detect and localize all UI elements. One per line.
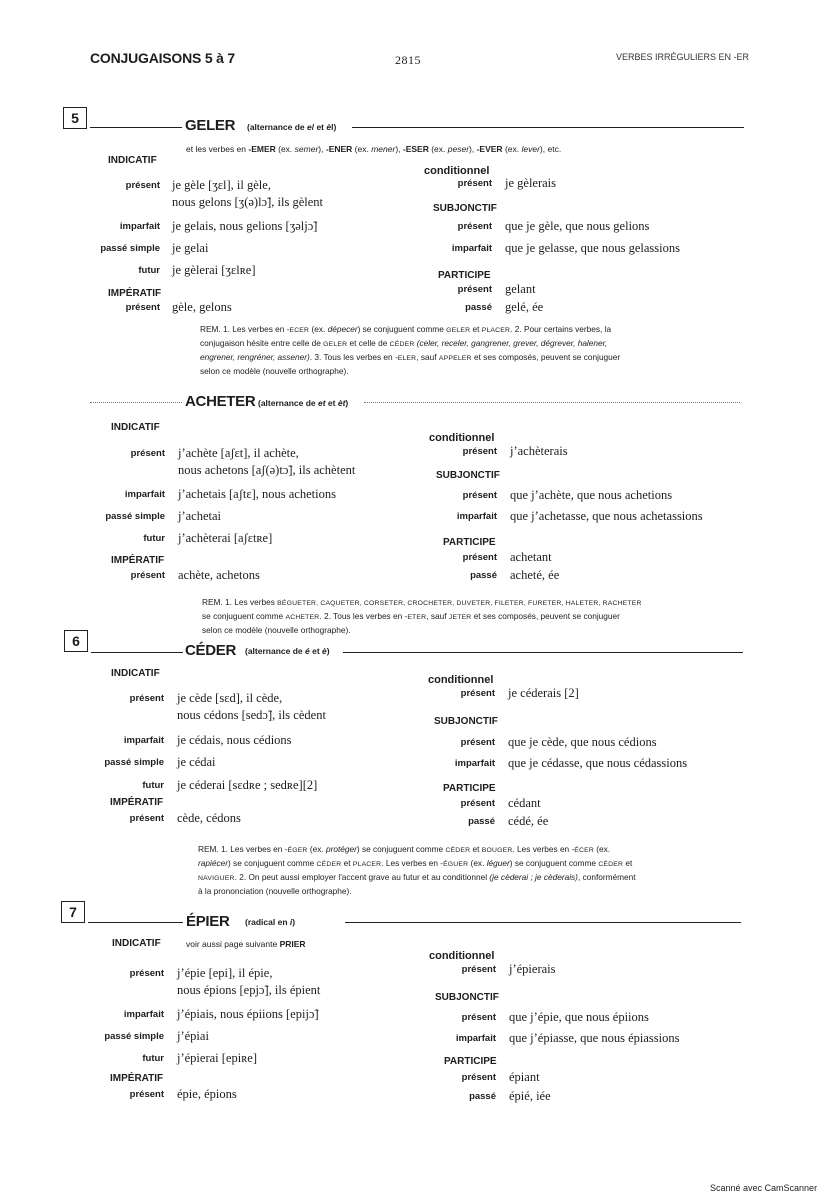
ind-futur-label: futur: [142, 780, 164, 791]
section-dotted-rule-left: [90, 402, 182, 403]
conditionnel-heading: conditionnel: [424, 165, 490, 177]
part-passe: acheté, ée: [510, 568, 560, 582]
ind-futur-label: futur: [142, 1053, 164, 1064]
ind-present-label: présent: [129, 693, 164, 704]
subj-present-label: présent: [462, 490, 497, 501]
page-header-right: VERBES IRRÉGULIERS EN -ER: [616, 52, 750, 62]
ind-passe-simple: je cédai: [177, 755, 216, 769]
part-passe: gelé, ée: [505, 300, 544, 314]
ind-passe-simple-label: passé simple: [104, 757, 164, 768]
subj-imparfait-label: imparfait: [451, 243, 492, 254]
participe-heading: PARTICIPE: [443, 537, 496, 548]
section-number: 6: [64, 630, 88, 652]
part-present: épiant: [509, 1070, 540, 1084]
conditionnel-heading: conditionnel: [429, 950, 495, 962]
ind-present-line2: nous gelons [ʒ(ə)lɔ̃], ils gèlent: [172, 195, 323, 209]
ind-present-line1: je gèle [ʒɛl], il gèle,: [172, 178, 271, 192]
ind-futur: j’épierai [epiʀe]: [177, 1051, 258, 1065]
subj-present: que je gèle, que nous gelions: [505, 219, 650, 233]
ind-present-line1: j’achète [aʃɛt], il achète,: [178, 446, 299, 460]
verb-note: voir aussi page suivante PRIER: [186, 939, 306, 949]
ind-passe-simple-label: passé simple: [100, 243, 160, 254]
ind-imparfait: je cédais, nous cédions: [177, 733, 292, 747]
section-rule-right: [352, 127, 744, 128]
part-passe-label: passé: [465, 302, 492, 313]
verb-title: ÉPIER: [186, 913, 230, 930]
ind-futur-label: futur: [138, 265, 160, 276]
scanner-watermark: Scanné avec CamScanner: [710, 1183, 818, 1193]
ind-present-line2: nous cédons [sedɔ̃], ils cèdent: [177, 708, 326, 722]
section-rule-right: [343, 652, 743, 653]
verb-title: CÉDER: [185, 642, 237, 659]
section-dotted-rule-right: [364, 402, 740, 403]
ind-futur: je céderai [sɛdʀe ; sedʀe][2]: [177, 778, 318, 792]
cond-present-label: présent: [461, 964, 496, 975]
subj-present: que j’achète, que nous achetions: [510, 488, 673, 502]
subjonctif-heading: SUBJONCTIF: [433, 203, 497, 214]
part-present-label: présent: [457, 284, 492, 295]
subj-present-label: présent: [461, 1012, 496, 1023]
imp-present-label: présent: [125, 302, 160, 313]
ind-passe-simple: j’épiai: [177, 1029, 209, 1043]
cond-present-label: présent: [457, 178, 492, 189]
verb-alternance: (radical en i): [245, 917, 296, 927]
ind-futur: je gèlerai [ʒɛlʀe]: [172, 263, 256, 277]
indicatif-heading: INDICATIF: [108, 155, 157, 166]
ind-imparfait: j’épiais, nous épiions [epijɔ̃]: [177, 1007, 319, 1021]
ind-present-label: présent: [125, 180, 160, 191]
subj-present: que je cède, que nous cédions: [508, 735, 657, 749]
conditionnel-heading: conditionnel: [429, 432, 495, 444]
subjonctif-heading: SUBJONCTIF: [436, 470, 500, 481]
participe-heading: PARTICIPE: [443, 783, 496, 794]
subj-imparfait: que je gelasse, que nous gelassions: [505, 241, 680, 255]
cond-present: je céderais [2]: [508, 686, 579, 700]
cond-present: j’épierais: [509, 962, 556, 976]
section-rule-left: [90, 127, 182, 128]
part-present-label: présent: [462, 552, 497, 563]
participe-heading: PARTICIPE: [438, 270, 491, 281]
part-passe: cédé, ée: [508, 814, 549, 828]
ind-passe-simple: j’achetai: [178, 509, 222, 523]
verb-alternance: (alternance de et et èt): [258, 398, 349, 408]
imp-present-label: présent: [130, 570, 165, 581]
section-rule-left: [91, 652, 183, 653]
subj-present-label: présent: [460, 737, 495, 748]
section-number: 7: [61, 901, 85, 923]
ind-passe-simple-label: passé simple: [105, 511, 165, 522]
remark: REM. 1. Les verbes en -ÉGER (ex. protéger) se conjuguent comme CÉDER et BOUGER. Les verbes en -ÉCER (ex. rapiécer) se conjuguent comme CÉDER et PLACER. Les verbes en -ÉGUER (ex. léguer) se conjuguent comme CÉDER et NAVIGUER. 2. On peut aussi employer l'accent grave au futur et au conditionnel (je cèderai ; je cèderais), conformément à la prononciation (nouvelle orthographe).: [198, 844, 636, 896]
ind-futur: j’achèterai [aʃɛtʀe]: [178, 531, 273, 545]
ind-present-label: présent: [130, 448, 165, 459]
cond-present-label: présent: [462, 446, 497, 457]
ind-imparfait-label: imparfait: [123, 1009, 164, 1020]
ind-present-line2: nous achetons [aʃ(ə)tɔ̃], ils achètent: [178, 463, 356, 477]
verb-title: ACHETER: [185, 393, 256, 410]
imp-present: gèle, gelons: [172, 300, 232, 314]
verb-alternance: (alternance de é et è): [245, 646, 330, 656]
verb-title: GELER: [185, 117, 236, 134]
participe-heading: PARTICIPE: [444, 1056, 497, 1067]
part-present: achetant: [510, 550, 552, 564]
verb-note: et les verbes en -EMER (ex. semer), -ENER (ex. mener), -ESER (ex. peser), -EVER (ex. lever), etc.: [186, 144, 562, 154]
imp-present: épie, épions: [177, 1087, 237, 1101]
remark: REM. 1. Les verbes BÉGUETER, CAQUETER, CORSETER, CROCHETER, DUVETER, FILETER, FURETER, HALETER, RACHETER se conjuguent comme ACHETER. 2. Tous les verbes en -ETER, sauf JETER et ses composés, peuvent se conjuguer selon ce modèle (nouvelle orthographe).: [202, 597, 642, 635]
imp-present: cède, cédons: [177, 811, 241, 825]
subj-imparfait-label: imparfait: [455, 1033, 496, 1044]
section-rule-left: [88, 922, 183, 923]
ind-present-line1: je cède [sɛd], il cède,: [177, 691, 283, 705]
section-number: 5: [63, 107, 87, 129]
subj-present-label: présent: [457, 221, 492, 232]
ind-present-label: présent: [129, 968, 164, 979]
ind-imparfait-label: imparfait: [119, 221, 160, 232]
page-number: 2815: [395, 53, 421, 67]
ind-passe-simple-label: passé simple: [104, 1031, 164, 1042]
ind-futur-label: futur: [143, 533, 165, 544]
imp-present-label: présent: [129, 813, 164, 824]
cond-present: je gèlerais: [505, 176, 557, 190]
imperatif-heading: IMPÉRATIF: [111, 555, 165, 566]
imp-present: achète, achetons: [178, 568, 260, 582]
imp-present-label: présent: [129, 1089, 164, 1100]
section-rule-right: [345, 922, 741, 923]
ind-present-line2: nous épions [epjɔ̃], ils épient: [177, 983, 321, 997]
indicatif-heading: INDICATIF: [112, 938, 161, 949]
indicatif-heading: INDICATIF: [111, 422, 160, 433]
subjonctif-heading: SUBJONCTIF: [434, 716, 498, 727]
part-present: cédant: [508, 796, 541, 810]
ind-imparfait-label: imparfait: [124, 489, 165, 500]
subj-imparfait: que j’achetasse, que nous achetassions: [510, 509, 703, 523]
imperatif-heading: IMPÉRATIF: [110, 1073, 164, 1084]
imperatif-heading: IMPÉRATIF: [108, 288, 162, 299]
conditionnel-heading: conditionnel: [428, 674, 494, 686]
ind-imparfait: j’achetais [aʃtɛ], nous achetions: [178, 487, 336, 501]
part-present-label: présent: [461, 1072, 496, 1083]
ind-imparfait-label: imparfait: [123, 735, 164, 746]
subj-imparfait: que j’épiasse, que nous épiassions: [509, 1031, 680, 1045]
part-passe-label: passé: [469, 1091, 496, 1102]
page-header-left: CONJUGAISONS 5 à 7: [90, 50, 235, 66]
cond-present-label: présent: [460, 688, 495, 699]
imperatif-heading: IMPÉRATIF: [110, 797, 164, 808]
indicatif-heading: INDICATIF: [111, 668, 160, 679]
part-passe-label: passé: [468, 816, 495, 827]
subj-imparfait: que je cédasse, que nous cédassions: [508, 756, 688, 770]
subj-present: que j’épie, que nous épiions: [509, 1010, 649, 1024]
remark: REM. 1. Les verbes en -ECER (ex. dépecer) se conjuguent comme GELER et PLACER. 2. Pour certains verbes, la conjugaison hésite entre celle de GELER et celle de CÉDER (celer, receler, gangrener, grever, dégrever, halener, engrener, rengréner, assener). 3. Tous les verbes en -ELER, sauf APPELER et ses composés, peuvent se conjuguer selon ce modèle (nouvelle orthographe).: [200, 324, 621, 376]
ind-imparfait: je gelais, nous gelions [ʒəljɔ̃]: [172, 219, 318, 233]
verb-alternance: (alternance de e/ et èl): [247, 122, 337, 132]
ind-passe-simple: je gelai: [172, 241, 209, 255]
subj-imparfait-label: imparfait: [454, 758, 495, 769]
part-present: gelant: [505, 282, 536, 296]
part-passe: épié, iée: [509, 1089, 551, 1103]
part-present-label: présent: [460, 798, 495, 809]
cond-present: j’achèterais: [510, 444, 568, 458]
ind-present-line1: j’épie [epi], il épie,: [177, 966, 273, 980]
subj-imparfait-label: imparfait: [456, 511, 497, 522]
part-passe-label: passé: [470, 570, 497, 581]
subjonctif-heading: SUBJONCTIF: [435, 992, 499, 1003]
